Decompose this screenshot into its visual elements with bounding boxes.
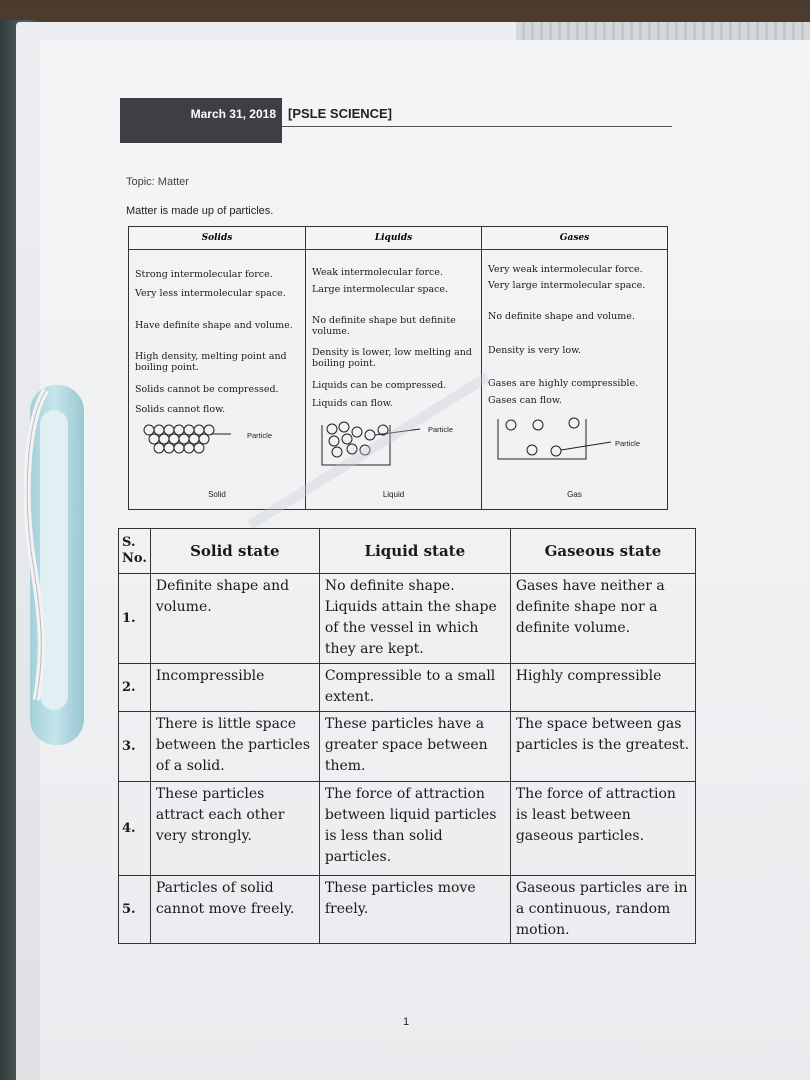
comparison-table <box>118 528 696 944</box>
table-row <box>119 782 696 876</box>
header-date: March 31, 2018 <box>190 107 276 121</box>
gases-line-2: Very large intermolecular space. <box>488 280 646 291</box>
header-rule <box>282 126 672 127</box>
solids-line-2: Very less intermolecular space. <box>135 288 286 299</box>
solid-cell: These particles attract each other very strongly. <box>150 782 319 876</box>
solids-line-3: Have definite shape and volume. <box>135 320 293 331</box>
header-liquid: Liquid state <box>319 529 510 574</box>
solid-cell: Incompressible <box>150 664 319 712</box>
solids-line-1: Strong intermolecular force. <box>135 269 273 280</box>
gas-cell: The force of attraction is least between gaseous particles. <box>510 782 695 876</box>
solids-line-6: Solids cannot flow. <box>135 404 226 415</box>
header-solid: Solid state <box>150 529 319 574</box>
row-number: 1. <box>119 574 151 664</box>
liquids-line-5: Liquids can be compressed. <box>312 380 447 391</box>
gases-line-3: No definite shape and volume. <box>488 311 635 322</box>
gases-heading: Gases <box>482 227 667 250</box>
gases-line-6: Gases can flow. <box>488 395 562 406</box>
row-number: 4. <box>119 782 151 876</box>
solids-heading: Solids <box>129 227 305 250</box>
liquid-cell: These particles move freely. <box>319 876 510 944</box>
solids-column <box>129 227 306 509</box>
solid-caption: Solid <box>208 490 226 499</box>
table-row <box>119 712 696 782</box>
liquids-heading: Liquids <box>306 227 481 250</box>
liquid-caption: Liquid <box>382 490 405 499</box>
liquids-line-3: No definite shape but definite volume. <box>312 315 456 337</box>
sleeve-perforation <box>516 22 810 42</box>
liquids-line-1: Weak intermolecular force. <box>312 267 444 278</box>
header-gas: Gaseous state <box>510 529 695 574</box>
row-number: 3. <box>119 712 151 782</box>
states-of-matter-table <box>128 226 668 510</box>
gases-line-5: Gases are highly compressible. <box>488 378 639 389</box>
comparison-header-row <box>119 529 696 574</box>
binder-ring <box>16 380 56 710</box>
liquids-line-4: Density is lower, low melting and boiling point. <box>312 347 472 369</box>
liquid-particle-label: Particle <box>428 425 454 434</box>
solid-cell: Particles of solid cannot move freely. <box>150 876 319 944</box>
table-row <box>119 574 696 664</box>
header-sno: S. No. <box>119 529 151 574</box>
gas-particles-diagram <box>496 415 616 465</box>
date-bar <box>120 98 282 143</box>
gas-cell: Highly compressible <box>510 664 695 712</box>
solids-line-5: Solids cannot be compressed. <box>135 384 279 395</box>
page-header <box>120 98 670 128</box>
liquids-line-6: Liquids can flow. <box>312 398 393 409</box>
solid-particle-label: Particle <box>247 431 273 440</box>
liquid-cell: Compressible to a small extent. <box>319 664 510 712</box>
gases-line-4: Density is very low. <box>488 345 582 356</box>
table-row <box>119 664 696 712</box>
liquid-cell: These particles have a greater space between them. <box>319 712 510 782</box>
page-number: 1 <box>403 1016 410 1028</box>
solid-cell: There is little space between the particles of a solid. <box>150 712 319 782</box>
gases-column <box>482 227 667 509</box>
liquids-line-2: Large intermolecular space. <box>312 284 449 295</box>
liquid-cell: The force of attraction between liquid particles is less than solid particles. <box>319 782 510 876</box>
gas-caption: Gas <box>567 490 582 499</box>
liquid-cell: No definite shape. Liquids attain the shape of the vessel in which they are kept. <box>319 574 510 664</box>
row-number: 5. <box>119 876 151 944</box>
intro-text: Matter is made up of particles. <box>126 205 274 217</box>
gas-particle-label: Particle <box>615 439 641 448</box>
gas-cell: Gaseous particles are in a continuous, random motion. <box>510 876 695 944</box>
gas-cell: The space between gas particles is the greatest. <box>510 712 695 782</box>
topic-label: Topic: Matter <box>126 176 189 188</box>
solid-particles-diagram <box>141 423 231 463</box>
row-number: 2. <box>119 664 151 712</box>
gases-line-1: Very weak intermolecular force. <box>488 264 643 275</box>
table-row <box>119 876 696 944</box>
gas-cell: Gases have neither a definite shape nor a definite volume. <box>510 574 695 664</box>
header-title: [PSLE SCIENCE] <box>288 106 393 121</box>
solid-cell: Definite shape and volume. <box>150 574 319 664</box>
solids-line-4: High density, melting point and boiling point. <box>135 351 287 373</box>
